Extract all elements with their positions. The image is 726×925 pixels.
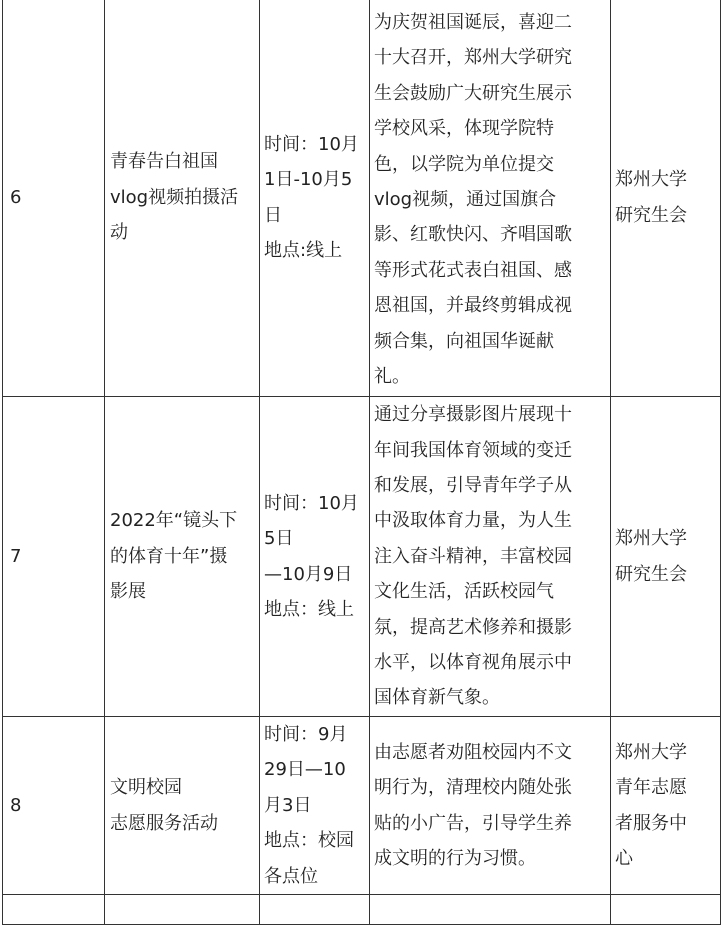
organizer-cell xyxy=(611,397,721,717)
description-cell xyxy=(370,717,611,895)
empty-cell xyxy=(611,895,721,925)
time-place: 时间：9月 29日—10 月3日 地点：校园 各点位 xyxy=(264,724,354,887)
empty-cell xyxy=(260,895,370,925)
time-place: 时间：10月 5日 —10月9日 地点：线上 xyxy=(264,492,359,620)
activity-name-cell xyxy=(105,397,260,717)
row-number-cell xyxy=(3,0,105,397)
row-number: 8 xyxy=(10,794,22,816)
table-row xyxy=(3,0,721,397)
row-number-cell xyxy=(3,717,105,895)
time-place: 时间：10月 1日-10月5 日 地点:线上 xyxy=(264,133,359,261)
time-place-cell xyxy=(260,717,370,895)
row-number: 7 xyxy=(10,545,22,567)
organizer-cell xyxy=(611,717,721,895)
time-place-cell xyxy=(260,0,370,397)
activity-name-cell xyxy=(105,717,260,895)
empty-cell xyxy=(3,895,105,925)
description-cell xyxy=(370,397,611,717)
empty-cell xyxy=(105,895,260,925)
table-row xyxy=(3,397,721,717)
activity-name: 2022年“镜头下 的体育十年”摄 影展 xyxy=(110,510,238,603)
organizer-cell xyxy=(611,0,721,397)
organizer: 郑州大学 青年志愿 者服务中 心 xyxy=(615,741,687,869)
row-number: 6 xyxy=(10,186,22,208)
organizer: 郑州大学 研究生会 xyxy=(615,169,687,226)
description: 通过分享摄影图片展现十 年间我国体育领域的变迁 和发展，引导青年学子从 中汲取体育力量，为人生 注入奋斗精神，丰富校园 文化生活，活跃校园气 氛，提高艺术修养和摄影 水平，以体育视角展示中 国体育新气象。 xyxy=(374,404,572,709)
activity-table xyxy=(2,0,721,925)
description-cell xyxy=(370,0,611,397)
activity-name: 青春告白祖国 vlog视频拍摄活 动 xyxy=(110,151,239,244)
organizer: 郑州大学 研究生会 xyxy=(615,528,687,585)
table-row xyxy=(3,717,721,895)
row-number-cell xyxy=(3,397,105,717)
time-place-cell xyxy=(260,397,370,717)
description: 为庆贺祖国诞辰，喜迎二 十大召开，郑州大学研究 生会鼓励广大研究生展示 学校风采，体现学院特 色，以学院为单位提交 vlog视频，通过国旗合 影、红歌快闪、齐唱国歌 等形式花式表白祖国、感 恩祖国，并最终剪辑成视 频合集，向祖国华诞献 礼。 xyxy=(374,12,572,388)
activity-name: 文明校园 志愿服务活动 xyxy=(110,777,218,834)
empty-cell xyxy=(370,895,611,925)
activity-name-cell xyxy=(105,0,260,397)
description: 由志愿者劝阻校园内不文 明行为，清理校内随处张 贴的小广告，引导学生养 成文明的行为习惯。 xyxy=(374,741,572,869)
table-row-partial xyxy=(3,895,721,925)
